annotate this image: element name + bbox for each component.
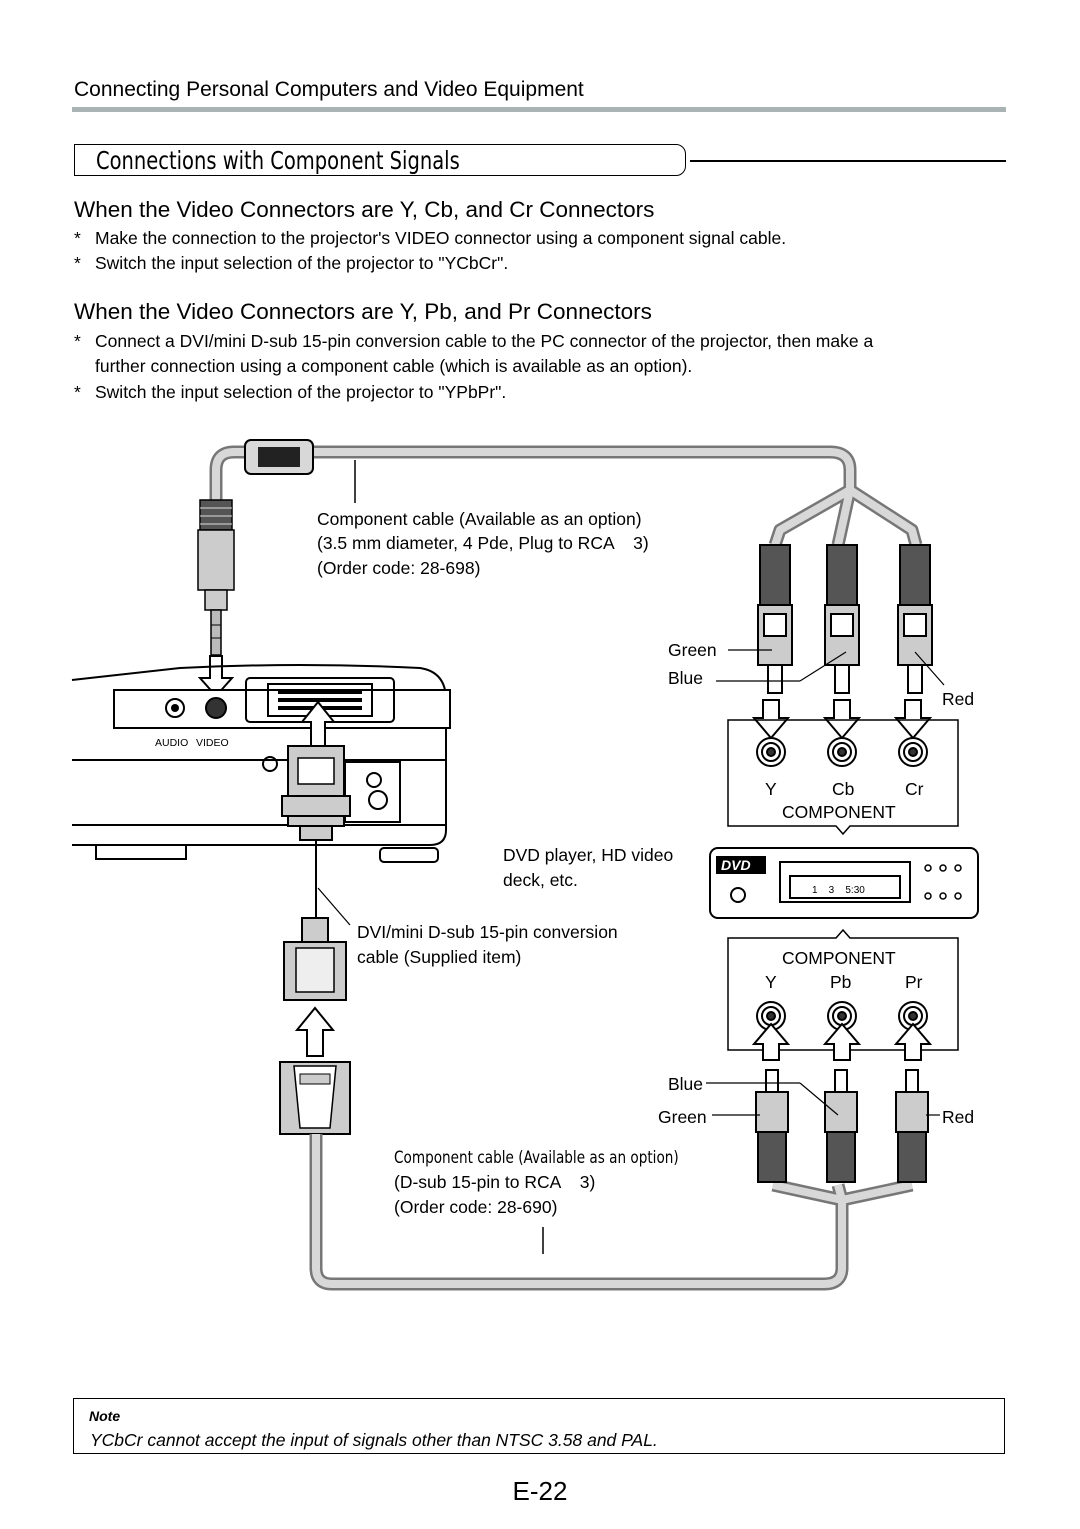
top-component-label: COMPONENT bbox=[782, 802, 896, 822]
note-label: Note bbox=[89, 1408, 121, 1424]
top-blue-label: Blue bbox=[668, 668, 704, 688]
dsub-connector-male bbox=[284, 918, 346, 1000]
subheading-ycbcr: When the Video Connectors are Y, Cb, and Cr Connectors bbox=[74, 197, 655, 222]
top-green-label: Green bbox=[668, 640, 717, 660]
arrow-down-icon bbox=[825, 700, 859, 738]
dvi-cable-note: cable (Supplied item) bbox=[357, 947, 522, 967]
dvi-connector bbox=[282, 746, 350, 840]
cable1-order-code: (Order code: 28-698) bbox=[317, 558, 481, 578]
dvd-logo: DVD bbox=[721, 857, 751, 873]
jack-pb-label: Pb bbox=[830, 972, 852, 992]
bullet-text: Switch the input selection of the projector to "YPbPr". bbox=[95, 382, 507, 402]
page-number: E-22 bbox=[512, 1476, 568, 1506]
dvd-display: 1 3 5:30 bbox=[812, 885, 865, 896]
dvd-caption-line1: DVD player, HD video bbox=[503, 845, 674, 865]
dsub-connector-female bbox=[280, 1062, 350, 1134]
bottom-red-label: Red bbox=[942, 1107, 975, 1127]
bullet-text: Make the connection to the projector's VIDEO connector using a component signal cable. bbox=[95, 228, 787, 248]
bottom-component-label: COMPONENT bbox=[782, 948, 896, 968]
jack-y-label: Y bbox=[765, 972, 777, 992]
arrow-down-icon bbox=[896, 700, 930, 738]
subheading-ypbpr: When the Video Connectors are Y, Pb, and Pr Connectors bbox=[74, 299, 652, 324]
video-port-label: VIDEO bbox=[196, 737, 229, 749]
bullet-symbol: * bbox=[74, 253, 81, 273]
page-header: Connecting Personal Computers and Video Equipment bbox=[74, 78, 584, 101]
arrow-up-icon bbox=[825, 1024, 859, 1060]
section-title: Connections with Component Signals bbox=[96, 146, 460, 175]
jack-cb-label: Cb bbox=[832, 779, 855, 799]
jack-pr-label: Pr bbox=[905, 972, 923, 992]
bullet-text: Switch the input selection of the projector to "YCbCr". bbox=[95, 253, 509, 273]
bullet-text: Connect a DVI/mini D-sub 15-pin conversion cable to the PC connector of the projector, then make a bbox=[95, 331, 874, 351]
bullet-symbol: * bbox=[74, 382, 81, 402]
top-red-label: Red bbox=[942, 689, 975, 709]
bottom-green-label: Green bbox=[658, 1107, 707, 1127]
jack-y-label: Y bbox=[765, 779, 777, 799]
projector-illustration bbox=[72, 665, 450, 862]
bullet-continuation: further connection using a component cable (which is available as an option). bbox=[95, 356, 693, 376]
arrow-up-icon bbox=[754, 1024, 788, 1060]
rca-jack bbox=[757, 738, 927, 766]
bottom-blue-label: Blue bbox=[668, 1074, 704, 1094]
dvd-buttons bbox=[925, 865, 961, 899]
arrow-up-icon bbox=[297, 1008, 333, 1056]
top-component-cable bbox=[216, 452, 916, 545]
dvd-caption-line2: deck, etc. bbox=[503, 870, 578, 890]
cable1-label: Component cable (Available as an option) bbox=[317, 509, 642, 529]
bullet-symbol: * bbox=[74, 331, 81, 351]
cable2-order-code: (Order code: 28-690) bbox=[394, 1197, 558, 1217]
cable2-spec: (D-sub 15-pin to RCA 3) bbox=[394, 1172, 596, 1192]
arrow-down-icon bbox=[754, 700, 788, 738]
rca-plug bbox=[896, 1070, 928, 1182]
rca-plug bbox=[758, 545, 792, 693]
audio-port-label: AUDIO bbox=[155, 737, 189, 749]
dvi-cable-label: DVI/mini D-sub 15-pin conversion bbox=[357, 922, 618, 942]
mini-plug bbox=[198, 500, 234, 655]
note-text: YCbCr cannot accept the input of signals other than NTSC 3.58 and PAL. bbox=[90, 1430, 658, 1450]
rca-plug bbox=[898, 545, 932, 693]
rca-plug bbox=[756, 1070, 788, 1182]
rca-plug bbox=[825, 1070, 857, 1182]
cable1-spec: (3.5 mm diameter, 4 Pde, Plug to RCA 3) bbox=[317, 533, 649, 553]
bullet-symbol: * bbox=[74, 228, 81, 248]
cable2-label: Component cable (Available as an option) bbox=[394, 1148, 679, 1168]
arrow-up-icon bbox=[896, 1024, 930, 1060]
jack-cr-label: Cr bbox=[905, 779, 924, 799]
rca-plug bbox=[825, 545, 859, 693]
